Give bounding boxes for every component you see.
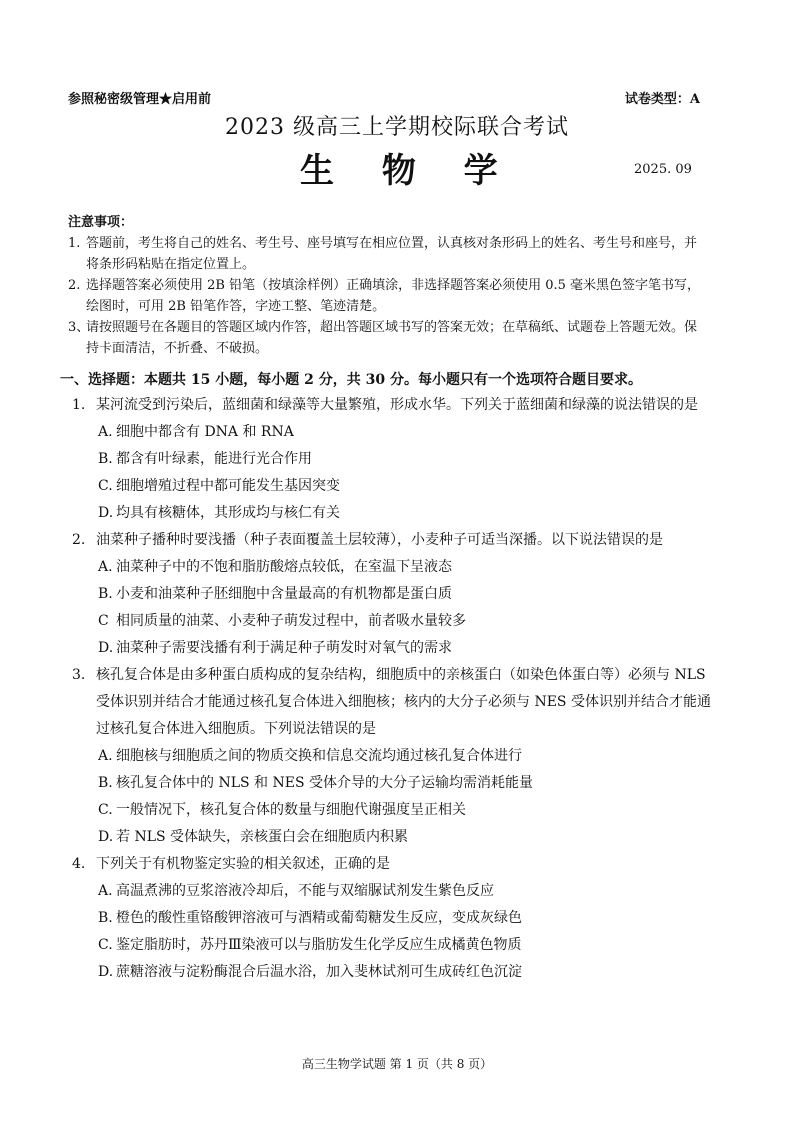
note-number: 2. xyxy=(68,278,81,293)
option-label: D. xyxy=(98,829,114,845)
note-item xyxy=(68,275,708,317)
option xyxy=(72,608,722,635)
option-text: 细胞核与细胞质之间的物质交换和信息交流均通过核孔复合体进行 xyxy=(116,748,522,764)
question-stem xyxy=(72,527,722,554)
option-text: 油菜种子中的不饱和脂肪酸熔点较低，在室温下呈液态 xyxy=(116,559,452,575)
option xyxy=(72,554,722,581)
question-stem xyxy=(72,392,722,419)
question-number: 4. xyxy=(72,856,86,872)
option-text: 若 NLS 受体缺失，亲核蛋白会在细胞质内积累 xyxy=(116,829,409,845)
subject-title: 生 物 学 xyxy=(300,151,516,191)
header-row xyxy=(68,88,700,108)
question-number: 2. xyxy=(72,532,86,548)
note-item xyxy=(68,233,708,275)
option xyxy=(72,932,722,959)
option-label: C xyxy=(98,613,109,629)
exam-date: 2025. 09 xyxy=(634,162,692,177)
option xyxy=(72,905,722,932)
option-text: 鉴定脂肪时，苏丹Ⅲ染液可以与脂肪发生化学反应生成橘黄色物质 xyxy=(116,937,522,953)
note-text: 选择题答案必须使用 2B 铅笔（按填涂样例）正确填涂，非选择题答案必须使用 0.5 毫米黑色签字笔书写，绘图时，可用 2B 铅笔作答，字迹工整、笔迹清楚。 xyxy=(86,278,701,314)
option xyxy=(72,770,722,797)
option xyxy=(72,419,722,446)
question-text: 下列关于有机物鉴定实验的相关叙述，正确的是 xyxy=(96,856,390,872)
option-label: C. xyxy=(98,937,113,953)
note-text: 请按照题号在各题目的答题区域内作答，超出答题区域书写的答案无效；在草稿纸、试题卷上答题无效。保持卡面清洁，不折叠、不破损。 xyxy=(86,320,698,356)
option-label: B. xyxy=(98,910,113,926)
option xyxy=(72,959,722,986)
confidentiality-label: 参照秘密级管理★启用前 xyxy=(68,92,212,107)
option xyxy=(72,635,722,662)
notes-block xyxy=(68,212,708,359)
question-text: 油菜种子播种时要浅播（种子表面覆盖土层较薄），小麦种子可适当深播。以下说法错误的是 xyxy=(96,532,663,548)
option-text: 核孔复合体中的 NLS 和 NES 受体介导的大分子运输均需消耗能量 xyxy=(116,775,533,791)
option-text: 细胞中都含有 DNA 和 RNA xyxy=(116,424,294,440)
option xyxy=(72,878,722,905)
option xyxy=(72,473,722,500)
section-heading: 一、选择题：本题共 15 小题，每小题 2 分，共 30 分。每小题只有一个选项符合题目要求。 xyxy=(60,372,642,388)
notes-title: 注意事项： xyxy=(68,215,134,230)
question-text: 某河流受到污染后，蓝细菌和绿藻等大量繁殖，形成水华。下列关于蓝细菌和绿藻的说法错误的是 xyxy=(96,397,698,413)
option xyxy=(72,581,722,608)
option-text: 高温煮沸的豆浆溶液冷却后，不能与双缩脲试剂发生紫色反应 xyxy=(116,883,494,899)
note-number: 3、 xyxy=(68,320,90,335)
option-text: 细胞增殖过程中都可能发生基因突变 xyxy=(116,478,340,494)
option-text: 均具有核糖体，其形成均与核仁有关 xyxy=(116,505,340,521)
page-footer: 高三生物学试题 第 1 页（共 8 页） xyxy=(301,1057,493,1071)
option-label: B. xyxy=(98,775,113,791)
option-label: D. xyxy=(98,640,114,656)
option-label: C. xyxy=(98,478,113,494)
question-text: 核孔复合体是由多种蛋白质构成的复杂结构，细胞质中的亲核蛋白（如染色体蛋白等）必须与 NLS 受体识别并结合才能通过核孔复合体进入细胞核；核内的大分子必须与 NES 受体识别并结合才能通过核孔复合体进入细胞质。下列说法错误的是 xyxy=(96,667,711,737)
note-number: 1. xyxy=(68,236,81,251)
option-label: C. xyxy=(98,802,113,818)
option-label: D. xyxy=(98,505,114,521)
question-stem xyxy=(72,662,722,743)
option-label: A. xyxy=(98,748,113,764)
option xyxy=(72,824,722,851)
option xyxy=(72,446,722,473)
option-text: 油菜种子需要浅播有利于满足种子萌发时对氧气的需求 xyxy=(116,640,452,656)
option-text: 都含有叶绿素，能进行光合作用 xyxy=(116,451,312,467)
exam-title: 2023 级高三上学期校际联合考试 xyxy=(225,115,569,140)
option xyxy=(72,500,722,527)
note-text: 答题前，考生将自己的姓名、考生号、座号填写在相应位置，认真核对条形码上的姓名、考生号和座号，并将条形码粘贴在指定位置上。 xyxy=(86,236,698,272)
option-text: 蔗糖溶液与淀粉酶混合后温水浴，加入斐林试剂可生成砖红色沉淀 xyxy=(116,964,522,980)
option-text: 一般情况下，核孔复合体的数量与细胞代谢强度呈正相关 xyxy=(116,802,466,818)
option-text: 小麦和油菜种子胚细胞中含量最高的有机物都是蛋白质 xyxy=(116,586,452,602)
question-list xyxy=(72,392,722,986)
question-number: 3. xyxy=(72,667,86,683)
option xyxy=(72,743,722,770)
option-label: B. xyxy=(98,451,113,467)
option-label: D. xyxy=(98,964,114,980)
question-number: 1. xyxy=(72,397,86,413)
option-text: 相同质量的油菜、小麦种子萌发过程中，前者吸水量较多 xyxy=(116,613,466,629)
option-label: A. xyxy=(98,559,113,575)
option-text: 橙色的酸性重铬酸钾溶液可与酒精或葡萄糖发生反应，变成灰绿色 xyxy=(116,910,522,926)
option-label: A. xyxy=(98,883,113,899)
option xyxy=(72,797,722,824)
question-stem xyxy=(72,851,722,878)
option-label: A. xyxy=(98,424,113,440)
paper-type-label: 试卷类型：A xyxy=(624,92,700,107)
option-label: B. xyxy=(98,586,113,602)
note-item xyxy=(68,317,708,359)
